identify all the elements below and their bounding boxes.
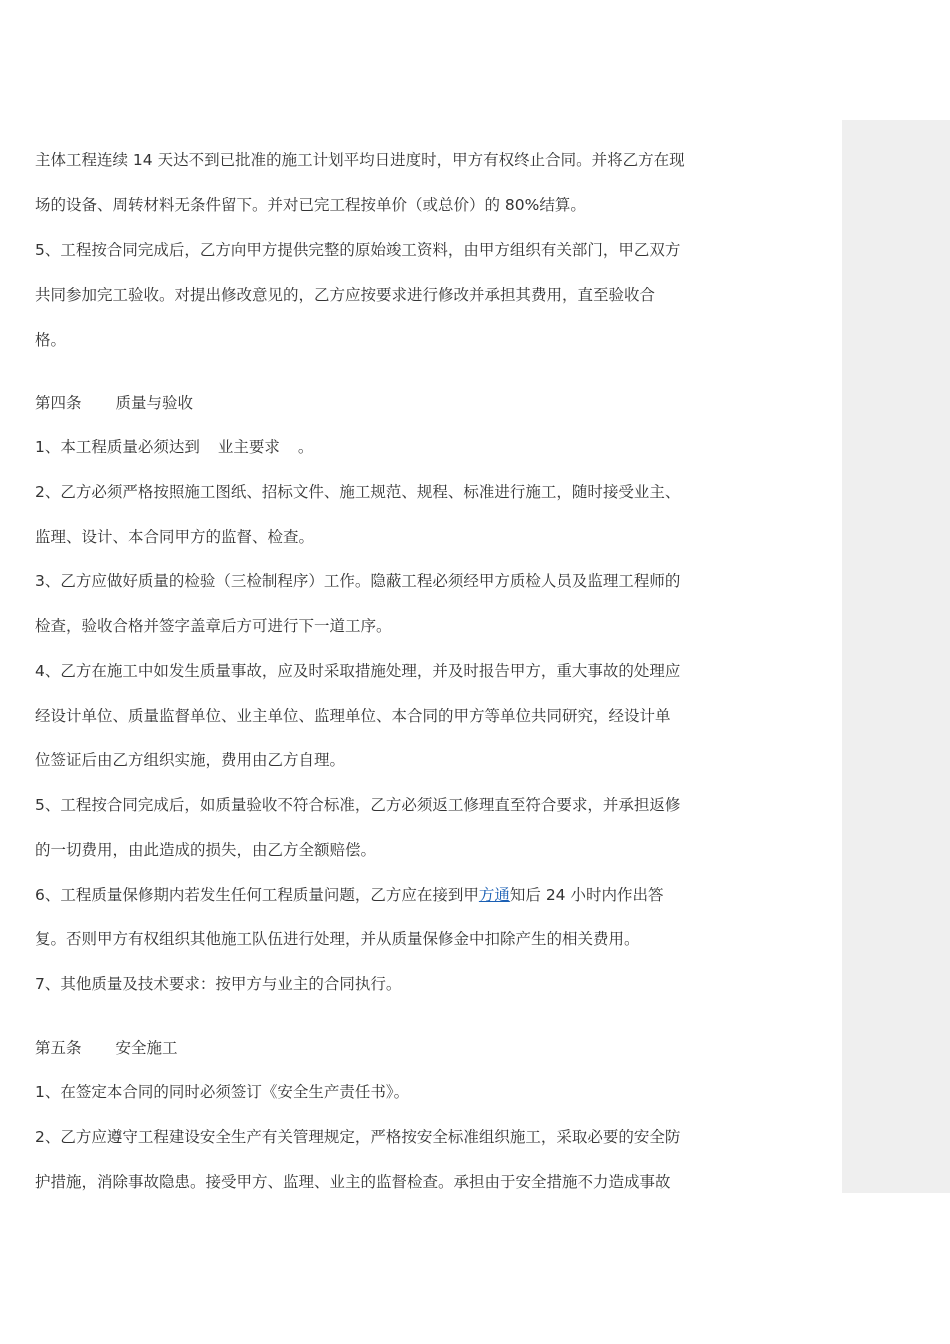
article-title: 质量与验收 (115, 394, 194, 412)
article-number: 第四条 (35, 394, 82, 412)
paragraph-line: 2、乙方应遵守工程建设安全生产有关管理规定，严格按安全标准组织施工，采取必要的安全防 (35, 1128, 681, 1146)
side-panel (842, 120, 950, 1193)
paragraph-line: 共同参加完工验收。对提出修改意见的，乙方应按要求进行修改并承担其费用，直至验收合 (35, 286, 656, 304)
paragraph-line: 2、乙方必须严格按照施工图纸、招标文件、施工规范、规程、标准进行施工，随时接受业主、 (35, 483, 681, 501)
quality-requirement-value: 业主要求 (217, 438, 280, 456)
paragraph-line: 护措施，消除事故隐患。接受甲方、监理、业主的监督检查。承担由于安全措施不力造成事故 (35, 1173, 671, 1191)
paragraph-line: 位签证后由乙方组织实施，费用由乙方自理。 (35, 751, 346, 769)
paragraph-line: 5、工程按合同完成后，乙方向甲方提供完整的原始竣工资料，由甲方组织有关部门，甲乙双方 (35, 241, 681, 259)
paragraph-line: 3、乙方应做好质量的检验（三检制程序）工作。隐蔽工程必须经甲方质检人员及监理工程师的 (35, 572, 681, 590)
paragraph-line: 7、其他质量及技术要求：按甲方与业主的合同执行。 (35, 975, 402, 993)
paragraph-line: 复。否则甲方有权组织其他施工队伍进行处理，并从质量保修金中扣除产生的相关费用。 (35, 930, 640, 948)
paragraph-line: 监理、设计、本合同甲方的监督、检查。 (35, 528, 315, 546)
paragraph-line: 检查，验收合格并签字盖章后方可进行下一道工序。 (35, 617, 392, 635)
quality-item-1 (35, 437, 313, 457)
article-heading-5 (35, 1038, 178, 1058)
article-title: 安全施工 (115, 1039, 178, 1057)
inline-link[interactable]: 方通 (478, 886, 510, 904)
paragraph-line: 5、工程按合同完成后，如质量验收不符合标准，乙方必须返工修理直至符合要求，并承担返修 (35, 796, 681, 814)
item-text: 1、本工程质量必须达到 (35, 438, 200, 456)
item-end: 。 (297, 438, 314, 456)
paragraph-line: 1、在签定本合同的同时必须签订《安全生产责任书》。 (35, 1083, 410, 1101)
item-text-tail: 知后 24 小时内作出答 (509, 886, 664, 904)
paragraph-line: 格。 (35, 331, 67, 349)
paragraph-line: 4、乙方在施工中如发生质量事故，应及时采取措施处理，并及时报告甲方，重大事故的处理应 (35, 662, 681, 680)
paragraph-line: 的一切费用，由此造成的损失，由乙方全额赔偿。 (35, 841, 377, 859)
paragraph-line: 场的设备、周转材料无条件留下。并对已完工程按单价（或总价）的 80%结算。 (35, 196, 586, 214)
quality-item-6 (35, 885, 663, 905)
article-heading-4 (35, 393, 193, 413)
paragraph-line: 主体工程连续 14 天达不到已批准的施工计划平均日进度时，甲方有权终止合同。并将乙方在现 (35, 151, 685, 169)
article-number: 第五条 (35, 1039, 82, 1057)
paragraph-line: 经设计单位、质量监督单位、业主单位、监理单位、本合同的甲方等单位共同研究，经设计单 (35, 707, 671, 725)
item-text: 6、工程质量保修期内若发生任何工程质量问题，乙方应在接到甲 (35, 886, 479, 904)
